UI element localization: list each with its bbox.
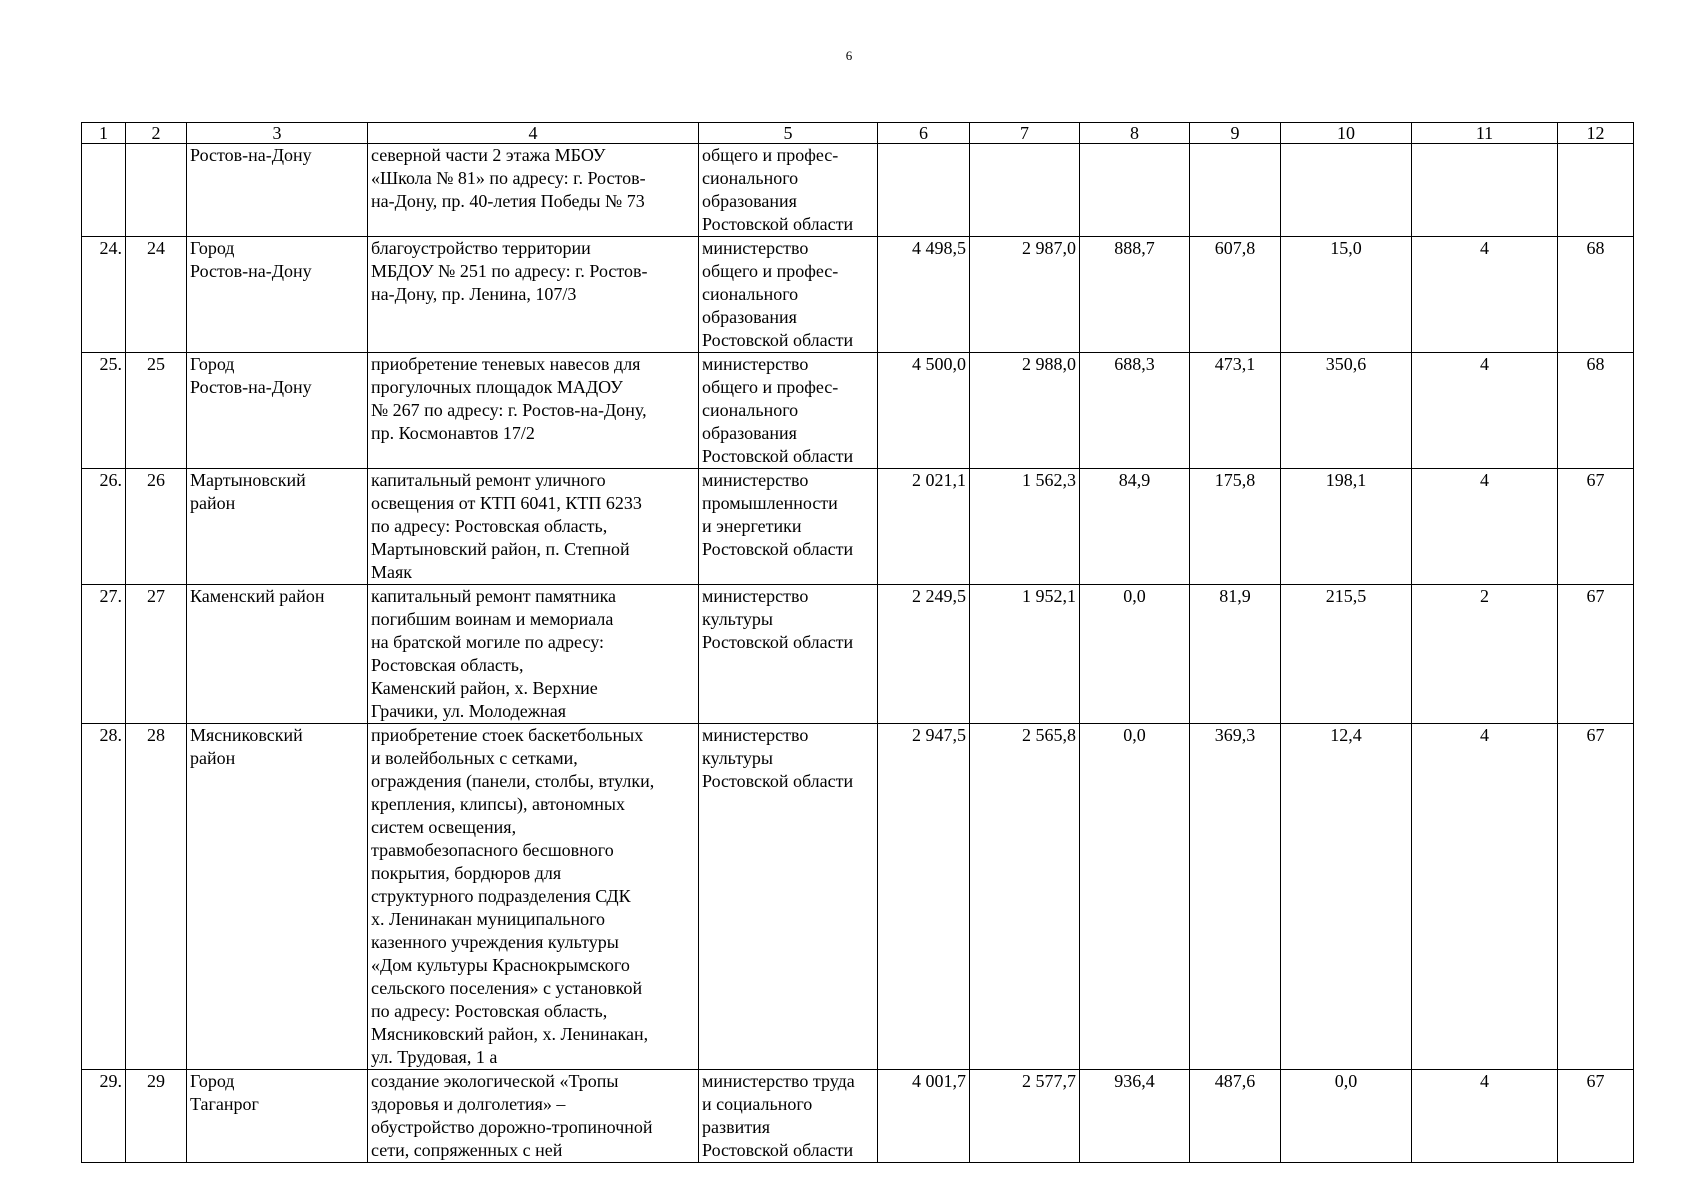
cell-col-7: 2 577,7 bbox=[970, 1070, 1080, 1163]
cell-col-11: 4 bbox=[1412, 724, 1558, 1070]
cell-municipality: Мясниковский район bbox=[187, 724, 368, 1070]
cell-col-11: 4 bbox=[1412, 237, 1558, 353]
table-row bbox=[82, 724, 1634, 1070]
cell-col-8: 0,0 bbox=[1080, 585, 1190, 724]
cell-col-7: 2 988,0 bbox=[970, 353, 1080, 469]
cell-col-6: 2 947,5 bbox=[878, 724, 970, 1070]
cell-row-number: 25. bbox=[82, 353, 126, 469]
cell-item-number: 26 bbox=[126, 469, 187, 585]
cell-ministry: министерство общего и профес- сионального образования Ростовской области bbox=[699, 237, 878, 353]
cell-col-11: 4 bbox=[1412, 1070, 1558, 1163]
cell-ministry: министерство труда и социального развития Ростовской области bbox=[699, 1070, 878, 1163]
cell-col-12 bbox=[1558, 144, 1634, 237]
header-col-7: 7 bbox=[970, 123, 1080, 144]
cell-col-9: 81,9 bbox=[1190, 585, 1281, 724]
cell-col-8: 936,4 bbox=[1080, 1070, 1190, 1163]
cell-col-8: 0,0 bbox=[1080, 724, 1190, 1070]
cell-col-6: 4 001,7 bbox=[878, 1070, 970, 1163]
header-col-10: 10 bbox=[1281, 123, 1412, 144]
header-col-3: 3 bbox=[187, 123, 368, 144]
cell-row-number: 29. bbox=[82, 1070, 126, 1163]
cell-col-12: 67 bbox=[1558, 585, 1634, 724]
cell-col-9 bbox=[1190, 144, 1281, 237]
projects-table bbox=[81, 122, 1634, 1163]
cell-col-7 bbox=[970, 144, 1080, 237]
header-col-5: 5 bbox=[699, 123, 878, 144]
cell-col-10 bbox=[1281, 144, 1412, 237]
cell-col-7: 1 562,3 bbox=[970, 469, 1080, 585]
cell-item-number: 24 bbox=[126, 237, 187, 353]
cell-item-number: 28 bbox=[126, 724, 187, 1070]
cell-col-8 bbox=[1080, 144, 1190, 237]
cell-col-8: 888,7 bbox=[1080, 237, 1190, 353]
cell-col-12: 67 bbox=[1558, 469, 1634, 585]
header-col-1: 1 bbox=[82, 123, 126, 144]
cell-ministry: министерство промышленности и энергетики Ростовской области bbox=[699, 469, 878, 585]
cell-item-number bbox=[126, 144, 187, 237]
cell-col-10: 12,4 bbox=[1281, 724, 1412, 1070]
cell-project-description: создание экологической «Тропы здоровья и долголетия» – обустройство дорожно-тропиночной сети, сопряженных с ней bbox=[368, 1070, 699, 1163]
cell-project-description: капитальный ремонт памятника погибшим воинам и мемориала на братской могиле по адресу: Ростовская область, Каменский район, х. Верхние Грачики, ул. Молодежная bbox=[368, 585, 699, 724]
cell-municipality: Ростов-на-Дону bbox=[187, 144, 368, 237]
header-row bbox=[82, 123, 1634, 144]
table-row bbox=[82, 144, 1634, 237]
cell-row-number: 28. bbox=[82, 724, 126, 1070]
header-col-12: 12 bbox=[1558, 123, 1634, 144]
cell-col-11: 2 bbox=[1412, 585, 1558, 724]
cell-col-9: 175,8 bbox=[1190, 469, 1281, 585]
table-row bbox=[82, 1070, 1634, 1163]
cell-col-6: 4 498,5 bbox=[878, 237, 970, 353]
cell-municipality: Город Ростов-на-Дону bbox=[187, 353, 368, 469]
cell-col-6 bbox=[878, 144, 970, 237]
cell-col-7: 1 952,1 bbox=[970, 585, 1080, 724]
cell-item-number: 25 bbox=[126, 353, 187, 469]
cell-item-number: 29 bbox=[126, 1070, 187, 1163]
cell-ministry: министерство культуры Ростовской области bbox=[699, 724, 878, 1070]
cell-municipality: Мартыновский район bbox=[187, 469, 368, 585]
header-col-9: 9 bbox=[1190, 123, 1281, 144]
cell-municipality: Город Ростов-на-Дону bbox=[187, 237, 368, 353]
cell-col-8: 84,9 bbox=[1080, 469, 1190, 585]
header-col-4: 4 bbox=[368, 123, 699, 144]
cell-col-9: 487,6 bbox=[1190, 1070, 1281, 1163]
cell-col-9: 369,3 bbox=[1190, 724, 1281, 1070]
cell-col-10: 198,1 bbox=[1281, 469, 1412, 585]
cell-col-11 bbox=[1412, 144, 1558, 237]
cell-col-12: 68 bbox=[1558, 353, 1634, 469]
header-col-8: 8 bbox=[1080, 123, 1190, 144]
cell-col-12: 68 bbox=[1558, 237, 1634, 353]
cell-col-10: 0,0 bbox=[1281, 1070, 1412, 1163]
cell-col-10: 215,5 bbox=[1281, 585, 1412, 724]
page-number: 6 bbox=[845, 48, 853, 63]
cell-col-8: 688,3 bbox=[1080, 353, 1190, 469]
cell-project-description: капитальный ремонт уличного освещения от КТП 6041, КТП 6233 по адресу: Ростовская область, Мартыновский район, п. Степной Маяк bbox=[368, 469, 699, 585]
header-col-2: 2 bbox=[126, 123, 187, 144]
table-row bbox=[82, 469, 1634, 585]
header-col-11: 11 bbox=[1412, 123, 1558, 144]
cell-col-9: 473,1 bbox=[1190, 353, 1281, 469]
cell-row-number bbox=[82, 144, 126, 237]
cell-col-12: 67 bbox=[1558, 724, 1634, 1070]
cell-row-number: 24. bbox=[82, 237, 126, 353]
cell-municipality: Каменский район bbox=[187, 585, 368, 724]
cell-col-7: 2 987,0 bbox=[970, 237, 1080, 353]
header-col-6: 6 bbox=[878, 123, 970, 144]
cell-col-9: 607,8 bbox=[1190, 237, 1281, 353]
table-row bbox=[82, 585, 1634, 724]
cell-col-11: 4 bbox=[1412, 469, 1558, 585]
cell-municipality: Город Таганрог bbox=[187, 1070, 368, 1163]
cell-col-6: 2 249,5 bbox=[878, 585, 970, 724]
cell-project-description: приобретение стоек баскетбольных и волейбольных с сетками, ограждения (панели, столбы, втулки, крепления, клипсы), автономных систем освещения, травмобезопасного бесшовного покрытия, бордюров для структурного подразделения СДК х. Ленинакан муниципального казенного учреждения культуры «Дом культуры Краснокрымского сельского поселения» с установкой по адресу: Ростовская область, Мясниковский район, х. Ленинакан, ул. Трудовая, 1 а bbox=[368, 724, 699, 1070]
cell-ministry: общего и профес- сионального образования Ростовской области bbox=[699, 144, 878, 237]
cell-project-description: благоустройство территории МБДОУ № 251 по адресу: г. Ростов- на-Дону, пр. Ленина, 107/3 bbox=[368, 237, 699, 353]
cell-col-12: 67 bbox=[1558, 1070, 1634, 1163]
cell-col-7: 2 565,8 bbox=[970, 724, 1080, 1070]
cell-ministry: министерство культуры Ростовской области bbox=[699, 585, 878, 724]
cell-row-number: 26. bbox=[82, 469, 126, 585]
cell-row-number: 27. bbox=[82, 585, 126, 724]
cell-col-11: 4 bbox=[1412, 353, 1558, 469]
cell-project-description: северной части 2 этажа МБОУ «Школа № 81» по адресу: г. Ростов- на-Дону, пр. 40-летия Победы № 73 bbox=[368, 144, 699, 237]
cell-col-6: 4 500,0 bbox=[878, 353, 970, 469]
cell-col-10: 350,6 bbox=[1281, 353, 1412, 469]
cell-project-description: приобретение теневых навесов для прогулочных площадок МАДОУ № 267 по адресу: г. Ростов-на-Дону, пр. Космонавтов 17/2 bbox=[368, 353, 699, 469]
cell-item-number: 27 bbox=[126, 585, 187, 724]
cell-col-10: 15,0 bbox=[1281, 237, 1412, 353]
cell-ministry: министерство общего и профес- сионального образования Ростовской области bbox=[699, 353, 878, 469]
cell-col-6: 2 021,1 bbox=[878, 469, 970, 585]
table-row bbox=[82, 237, 1634, 353]
table-row bbox=[82, 353, 1634, 469]
